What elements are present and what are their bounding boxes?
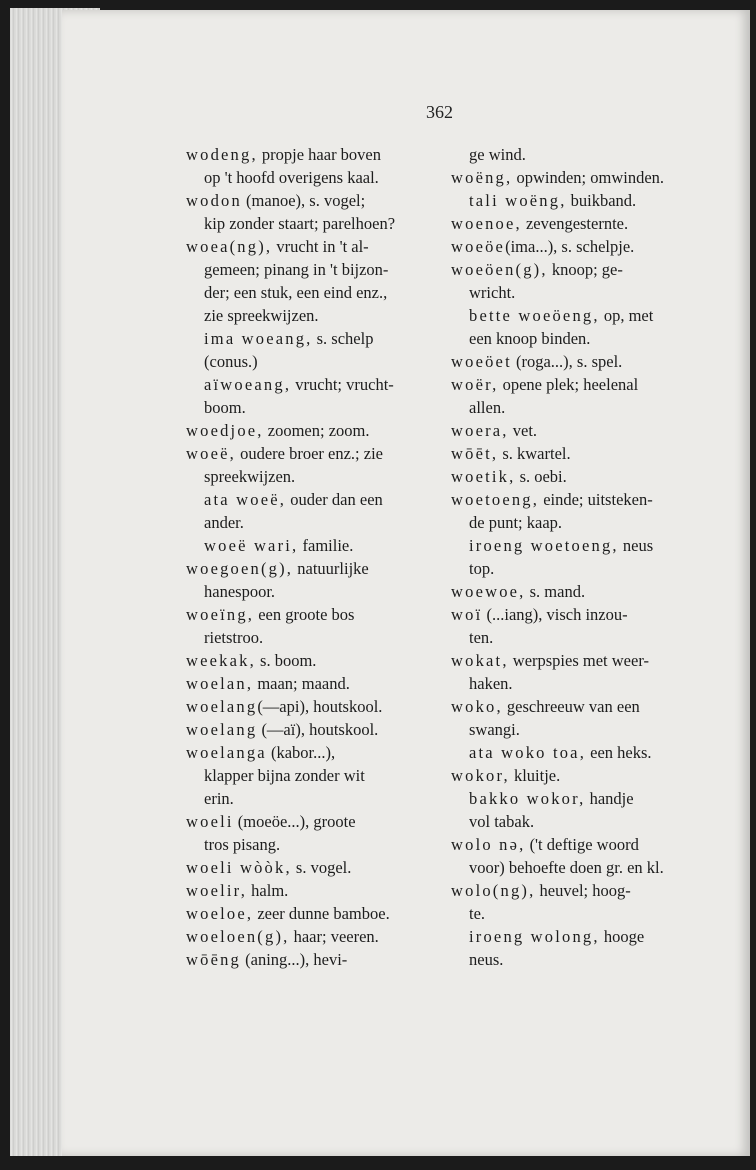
definition-text: s. vogel.: [291, 858, 352, 877]
dictionary-continuation-line: [186, 511, 434, 534]
headword: weekak,: [186, 651, 256, 670]
headword: woeë wari,: [204, 536, 299, 555]
dictionary-entry-line: [451, 580, 699, 603]
definition-text: s. kwartel.: [498, 444, 571, 463]
dictionary-entry-line: [186, 672, 434, 695]
dictionary-continuation-line: [186, 212, 434, 235]
definition-text: voor) behoefte doen gr. en kl.: [469, 858, 664, 877]
definition-text: spreekwijzen.: [204, 467, 296, 486]
dictionary-entry-line: [451, 373, 699, 396]
headword: woeöe: [451, 237, 506, 256]
dictionary-entry-line: [186, 143, 434, 166]
definition-text: (ima...), s. schelpje.: [505, 237, 635, 256]
dictionary-entry-line: [186, 442, 434, 465]
page-number: 362: [426, 102, 453, 122]
definition-text: haken.: [469, 674, 513, 693]
dictionary-subentry-line: [186, 327, 434, 350]
dictionary-continuation-line: [451, 281, 699, 304]
definition-text: erin.: [204, 789, 234, 808]
headword: woelanga: [186, 743, 267, 762]
definition-text: werpspies met weer-: [508, 651, 649, 670]
definition-text: ('t deftige woord: [525, 835, 639, 854]
definition-text: neus.: [469, 950, 504, 969]
left-column: [186, 143, 434, 971]
definition-text: vrucht; vrucht-: [291, 375, 394, 394]
dictionary-continuation-line: [451, 143, 699, 166]
definition-text: s. oebi.: [515, 467, 567, 486]
definition-text: familie.: [298, 536, 354, 555]
headword: woelan,: [186, 674, 254, 693]
dictionary-entry-line: [186, 718, 434, 741]
definition-text: op 't hoofd overigens kaal.: [204, 168, 379, 187]
dictionary-continuation-line: [451, 327, 699, 350]
dictionary-subentry-line: [451, 741, 699, 764]
headword: woeë,: [186, 444, 236, 463]
definition-text: hooge: [599, 927, 645, 946]
dictionary-entry-line: [451, 419, 699, 442]
dictionary-subentry-line: [451, 925, 699, 948]
dictionary-continuation-line: [186, 787, 434, 810]
headword: woelang: [186, 697, 258, 716]
dictionary-entry-line: [451, 166, 699, 189]
definition-text: s. boom.: [255, 651, 317, 670]
dictionary-continuation-line: [186, 281, 434, 304]
dictionary-entry-line: [186, 649, 434, 672]
definition-text: tros pisang.: [204, 835, 281, 854]
definition-text: maan; maand.: [253, 674, 350, 693]
headword: wodeng,: [186, 145, 258, 164]
dictionary-subentry-line: [451, 534, 699, 557]
headword: woedjoe,: [186, 421, 264, 440]
definition-text: propje haar boven: [257, 145, 382, 164]
dictionary-entry-line: [186, 925, 434, 948]
definition-text: halm.: [247, 881, 289, 900]
dictionary-entry-line: [451, 833, 699, 856]
headword: woenoe,: [451, 214, 522, 233]
definition-text: wricht.: [469, 283, 516, 302]
dictionary-continuation-line: [186, 764, 434, 787]
headword: wolo nə,: [451, 835, 526, 854]
dictionary-entry-line: [186, 557, 434, 580]
definition-text: s. schelp: [312, 329, 374, 348]
headword: ima woeang,: [204, 329, 313, 348]
definition-text: te.: [469, 904, 486, 923]
dictionary-continuation-line: [186, 350, 434, 373]
headword: ata woeë,: [204, 490, 287, 509]
dictionary-continuation-line: [186, 465, 434, 488]
dictionary-entry-line: [186, 235, 434, 258]
headword: woëng,: [451, 168, 513, 187]
dictionary-entry-line: [451, 649, 699, 672]
headword: woelang: [186, 720, 258, 739]
dictionary-entry-line: [451, 488, 699, 511]
definition-text: een heks.: [586, 743, 652, 762]
dictionary-continuation-line: [186, 580, 434, 603]
dictionary-subentry-line: [186, 373, 434, 396]
headword: woeöet: [451, 352, 512, 371]
dictionary-entry-line: [186, 189, 434, 212]
dictionary-entry-line: [451, 764, 699, 787]
definition-text: einde; uitsteken-: [539, 490, 653, 509]
dictionary-entry-line: [451, 603, 699, 626]
headword: woeïng,: [186, 605, 255, 624]
dictionary-entry-line: [451, 235, 699, 258]
headword: ata woko toa,: [469, 743, 587, 762]
definition-text: ander.: [204, 513, 244, 532]
definition-text: (—api), houtskool.: [257, 697, 383, 716]
definition-text: der; een stuk, een eind enz.,: [204, 283, 388, 302]
headword: woeli: [186, 812, 234, 831]
dictionary-entry-line: [451, 212, 699, 235]
definition-text: boom.: [204, 398, 246, 417]
dictionary-continuation-line: [451, 810, 699, 833]
definition-text: neus: [618, 536, 654, 555]
definition-text: geschreeuw van een: [502, 697, 640, 716]
dictionary-subentry-line: [186, 534, 434, 557]
definition-text: gemeen; pinang in 't bijzon-: [204, 260, 389, 279]
definition-text: rietstroo.: [204, 628, 264, 647]
dictionary-continuation-line: [186, 833, 434, 856]
dictionary-entry-line: [186, 902, 434, 925]
right-column: [451, 143, 699, 971]
dictionary-subentry-line: [451, 787, 699, 810]
definition-text: (manoe), s. vogel;: [241, 191, 366, 210]
dictionary-continuation-line: [186, 396, 434, 419]
definition-text: opene plek; heelenal: [498, 375, 639, 394]
headword: woeli wòòk,: [186, 858, 292, 877]
dictionary-entry-line: [186, 741, 434, 764]
definition-text: een groote bos: [254, 605, 355, 624]
headword: aïwoeang,: [204, 375, 292, 394]
definition-text: ouder dan een: [286, 490, 383, 509]
dictionary-entry-line: [451, 879, 699, 902]
headword: woeloe,: [186, 904, 254, 923]
headword: woetoeng,: [451, 490, 540, 509]
definition-text: kip zonder staart; parelhoen?: [204, 214, 396, 233]
dictionary-subentry-line: [451, 304, 699, 327]
definition-text: (roga...), s. spel.: [511, 352, 623, 371]
dictionary-entry-line: [186, 856, 434, 879]
headword: woea(ng),: [186, 237, 273, 256]
dictionary-continuation-line: [451, 718, 699, 741]
headword: tali woëng,: [469, 191, 567, 210]
definition-text: zoomen; zoom.: [263, 421, 370, 440]
headword: wokat,: [451, 651, 509, 670]
dictionary-entry-line: [451, 465, 699, 488]
dictionary-entry-line: [186, 879, 434, 902]
headword: woeöen(g),: [451, 260, 548, 279]
definition-text: oudere broer enz.; zie: [235, 444, 383, 463]
definition-text: zeer dunne bamboe.: [253, 904, 390, 923]
definition-text: swangi.: [469, 720, 520, 739]
definition-text: (...iang), visch inzou-: [482, 605, 628, 624]
dictionary-entry-line: [186, 948, 434, 971]
definition-text: op, met: [599, 306, 654, 325]
dictionary-entry-line: [186, 810, 434, 833]
dictionary-continuation-line: [186, 166, 434, 189]
headword: wodon: [186, 191, 242, 210]
definition-text: haar; veeren.: [289, 927, 379, 946]
headword: bette woeöeng,: [469, 306, 600, 325]
dictionary-continuation-line: [451, 511, 699, 534]
headword: woetik,: [451, 467, 516, 486]
headword: woko,: [451, 697, 503, 716]
definition-text: een knoop binden.: [469, 329, 591, 348]
definition-text: knoop; ge-: [547, 260, 623, 279]
dictionary-continuation-line: [186, 626, 434, 649]
dictionary-continuation-line: [451, 626, 699, 649]
definition-text: (kabor...),: [266, 743, 336, 762]
headword: woelir,: [186, 881, 248, 900]
headword: woeloen(g),: [186, 927, 290, 946]
dictionary-continuation-line: [451, 902, 699, 925]
definition-text: (conus.): [204, 352, 258, 371]
dictionary-continuation-line: [451, 557, 699, 580]
definition-text: hanespoor.: [204, 582, 276, 601]
dictionary-continuation-line: [186, 258, 434, 281]
definition-text: de punt; kaap.: [469, 513, 563, 532]
definition-text: natuurlijke: [293, 559, 369, 578]
dictionary-continuation-line: [451, 856, 699, 879]
definition-text: klapper bijna zonder wit: [204, 766, 365, 785]
dictionary-continuation-line: [451, 672, 699, 695]
definition-text: (—aï), houtskool.: [257, 720, 379, 739]
headword: wolo(ng),: [451, 881, 536, 900]
definition-text: opwinden; omwinden.: [512, 168, 665, 187]
dictionary-continuation-line: [186, 304, 434, 327]
dictionary-subentry-line: [186, 488, 434, 511]
dictionary-entry-line: [186, 419, 434, 442]
headword: iroeng woetoeng,: [469, 536, 619, 555]
definition-text: allen.: [469, 398, 506, 417]
definition-text: zie spreekwijzen.: [204, 306, 319, 325]
definition-text: (aning...), hevi-: [241, 950, 348, 969]
headword: woewoe,: [451, 582, 526, 601]
definition-text: (moeöe...), groote: [233, 812, 356, 831]
headword: bakko wokor,: [469, 789, 586, 808]
headword: woï: [451, 605, 483, 624]
definition-text: ten.: [469, 628, 494, 647]
definition-text: zevengesternte.: [521, 214, 629, 233]
headword: wokor,: [451, 766, 510, 785]
headword: woera,: [451, 421, 509, 440]
dictionary-entry-line: [451, 350, 699, 373]
definition-text: s. mand.: [525, 582, 586, 601]
definition-text: heuvel; hoog-: [535, 881, 631, 900]
headword: iroeng wolong,: [469, 927, 600, 946]
headword: wōēng: [186, 950, 241, 969]
headword: woër,: [451, 375, 499, 394]
definition-text: buikband.: [566, 191, 637, 210]
definition-text: handje: [585, 789, 634, 808]
definition-text: ge wind.: [469, 145, 526, 164]
dictionary-continuation-line: [451, 396, 699, 419]
dictionary-entry-line: [451, 442, 699, 465]
dictionary-entry-line: [451, 695, 699, 718]
definition-text: vol tabak.: [469, 812, 535, 831]
headword: wōēt,: [451, 444, 499, 463]
dictionary-entry-line: [451, 258, 699, 281]
dictionary-entry-line: [186, 695, 434, 718]
definition-text: vrucht in 't al-: [272, 237, 369, 256]
definition-text: vet.: [508, 421, 538, 440]
dictionary-subentry-line: [451, 189, 699, 212]
definition-text: top.: [469, 559, 495, 578]
definition-text: kluitje.: [509, 766, 561, 785]
headword: woegoen(g),: [186, 559, 294, 578]
dictionary-continuation-line: [451, 948, 699, 971]
dictionary-entry-line: [186, 603, 434, 626]
